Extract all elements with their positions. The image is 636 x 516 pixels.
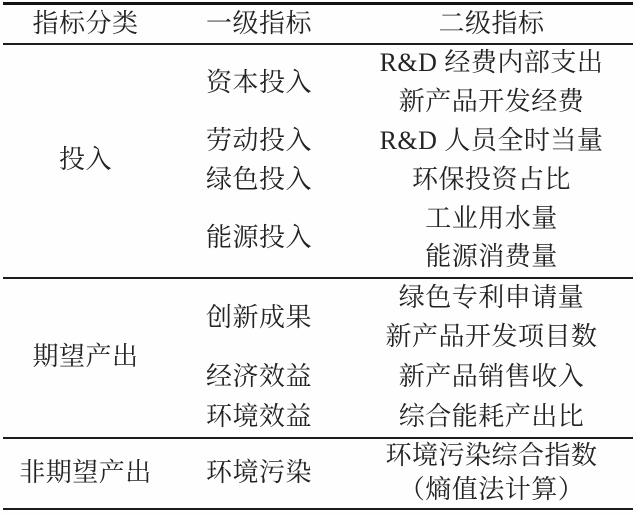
level2-cell: [350, 438, 633, 509]
level1-cell: 劳动投入: [205, 125, 312, 155]
level2-line: 环境污染综合指数: [385, 441, 598, 470]
level2-cell: 综合能耗产出比: [398, 401, 585, 431]
level1-cell: 环境效益: [205, 401, 312, 431]
indicator-table: [3, 2, 633, 510]
level2-line: （熵值法计算）: [398, 475, 585, 504]
category-cell: 投入: [3, 44, 168, 278]
level2-cell: R&D 经费内部支出: [350, 44, 633, 83]
category-cell: 非期望产出: [3, 438, 168, 509]
level1-cell: 能源投入: [205, 222, 312, 252]
level2-cell: 新产品开发项目数: [385, 322, 598, 352]
level2-cell: 绿色专利申请量: [350, 278, 633, 318]
section-undesired-output: [3, 438, 633, 509]
level1-cell: 创新成果: [168, 278, 350, 358]
table-row: [3, 44, 633, 83]
level2-cell: 工业用水量: [425, 203, 558, 233]
table-row: [3, 438, 633, 509]
table-header: [3, 4, 633, 44]
header-row: [3, 4, 633, 44]
level2-cell: 新产品销售收入: [398, 362, 585, 392]
header-cell-level2: 二级指标: [350, 4, 633, 44]
level2-cell: R&D 人员全时当量: [379, 125, 604, 155]
header-cell-category: 指标分类: [3, 4, 168, 44]
level1-cell: 经济效益: [205, 362, 312, 392]
level2-cell: 能源消费量: [425, 242, 558, 272]
header-cell-level1: 一级指标: [168, 4, 350, 44]
level1-cell: 环境污染: [168, 438, 350, 509]
level1-cell: 绿色投入: [205, 164, 312, 194]
level1-cell: 资本投入: [168, 44, 350, 122]
level2-cell: 环保投资占比: [411, 164, 571, 194]
section-desired-output: [3, 278, 633, 438]
section-input: [3, 44, 633, 278]
level2-cell: 新产品开发经费: [398, 86, 585, 116]
category-cell: 期望产出: [3, 278, 168, 438]
table-row: [3, 278, 633, 318]
